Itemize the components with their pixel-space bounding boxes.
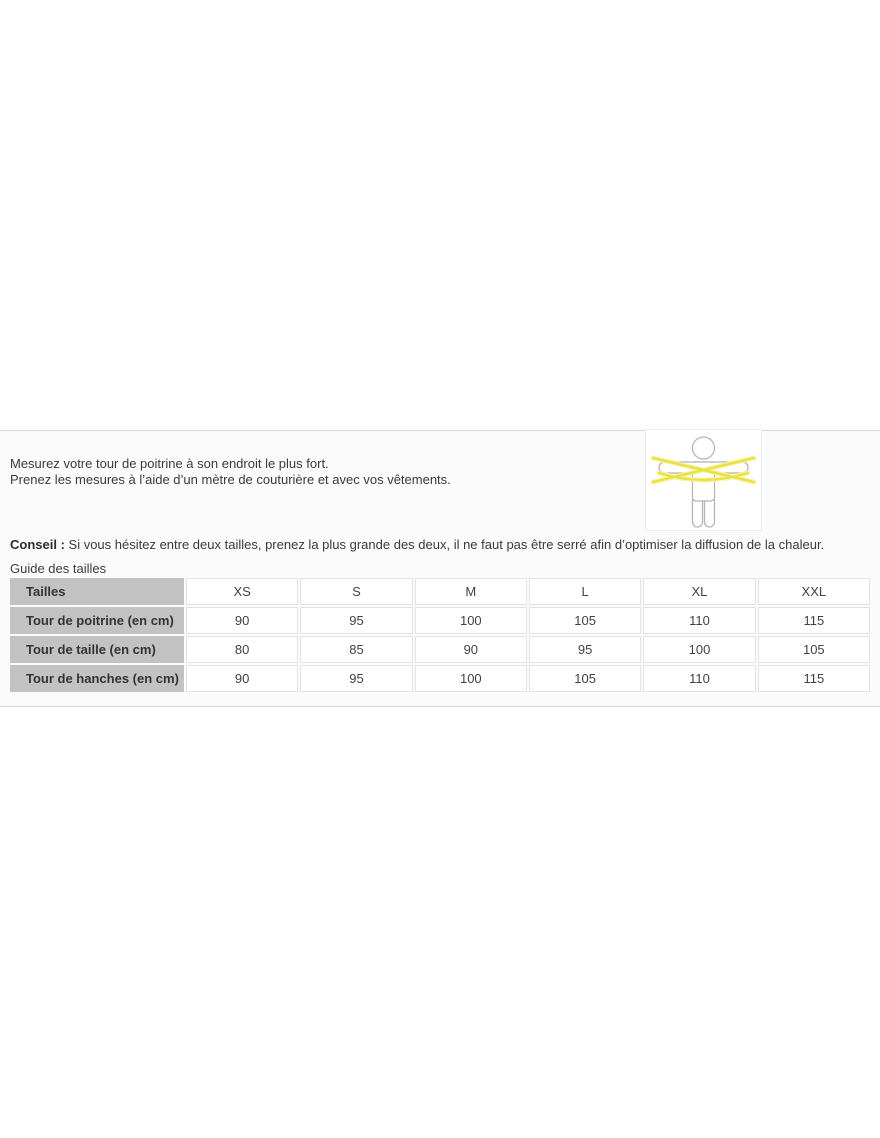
value-cell: 100 — [415, 665, 527, 692]
row-label-hanches: Tour de hanches (en cm) — [10, 665, 184, 692]
value-cell: 80 — [186, 636, 298, 663]
value-cell: 90 — [186, 607, 298, 634]
bottom-blank-area — [0, 707, 880, 1137]
instruction-line-1: Mesurez votre tour de poitrine à son endroit le plus fort. — [10, 456, 329, 471]
size-guide-section — [0, 430, 880, 707]
header-cell-xxl: XXL — [758, 578, 870, 605]
value-cell: 85 — [300, 636, 412, 663]
header-cell-tailles: Tailles — [10, 578, 184, 605]
value-cell: 115 — [758, 665, 870, 692]
table-row-poitrine — [10, 607, 870, 634]
value-cell: 105 — [758, 636, 870, 663]
value-cell: 110 — [643, 665, 755, 692]
table-row-taille — [10, 636, 870, 663]
measurement-figure-box — [645, 429, 762, 531]
advice-paragraph — [10, 537, 870, 553]
top-blank-area — [0, 0, 880, 430]
value-cell: 105 — [529, 607, 641, 634]
header-cell-l: L — [529, 578, 641, 605]
value-cell: 90 — [415, 636, 527, 663]
header-cell-xl: XL — [643, 578, 755, 605]
header-cell-m: M — [415, 578, 527, 605]
size-table-header-row — [10, 578, 870, 605]
advice-label: Conseil : — [10, 537, 65, 552]
value-cell: 115 — [758, 607, 870, 634]
value-cell: 95 — [300, 665, 412, 692]
value-cell: 100 — [415, 607, 527, 634]
value-cell: 95 — [300, 607, 412, 634]
row-label-taille: Tour de taille (en cm) — [10, 636, 184, 663]
value-cell: 90 — [186, 665, 298, 692]
instruction-line-2: Prenez les mesures à l’aide d’un mètre de couturière et avec vos vêtements. — [10, 472, 451, 487]
header-cell-xs: XS — [186, 578, 298, 605]
header-cell-s: S — [300, 578, 412, 605]
chest-measurement-figure-icon — [646, 430, 761, 530]
value-cell: 95 — [529, 636, 641, 663]
row-label-poitrine: Tour de poitrine (en cm) — [10, 607, 184, 634]
value-cell: 100 — [643, 636, 755, 663]
advice-text: Si vous hésitez entre deux tailles, prenez la plus grande des deux, il ne faut pas être serré afin d’optimiser la diffusion de la chaleur. — [64, 537, 825, 552]
size-table — [8, 576, 872, 694]
size-table-title: Guide des tailles — [10, 561, 107, 576]
value-cell: 110 — [643, 607, 755, 634]
value-cell: 105 — [529, 665, 641, 692]
table-row-hanches — [10, 665, 870, 692]
